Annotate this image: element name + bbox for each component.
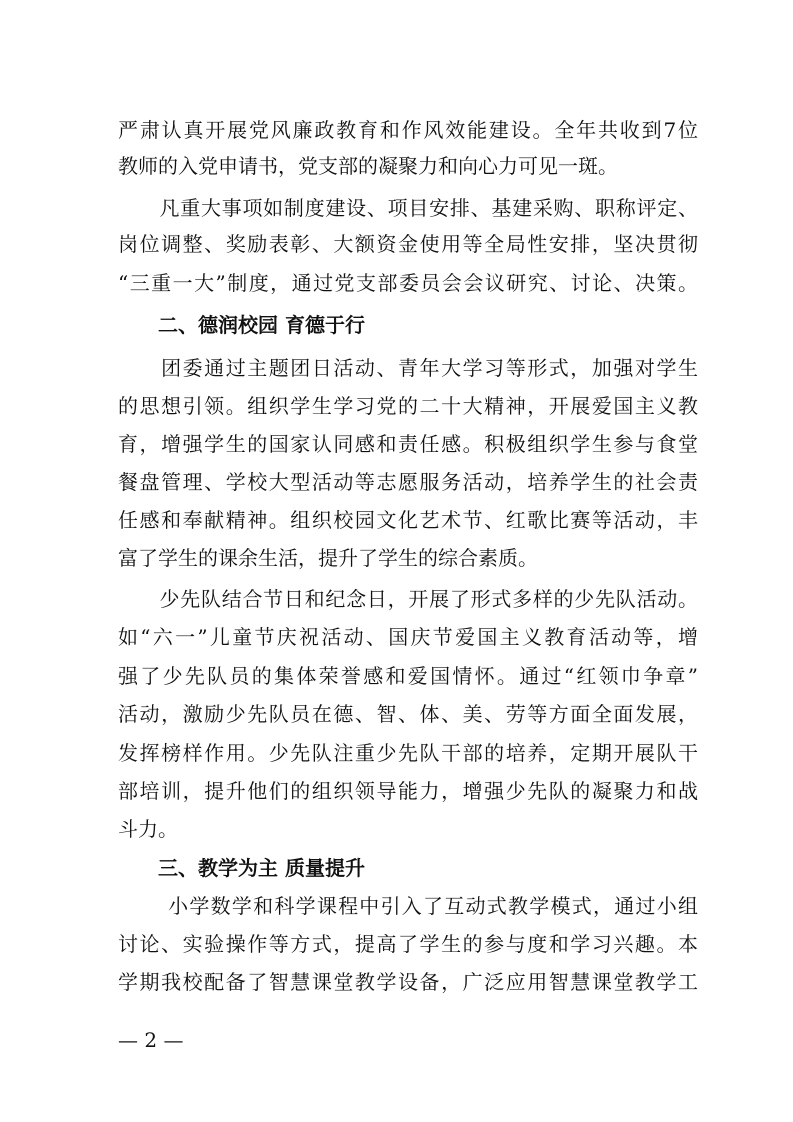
body-text-line: 凡重大事项如制度建设、项目安排、基建采购、职称评定、	[118, 196, 698, 220]
section-heading: 三、教学为主 质量提升	[118, 856, 365, 880]
body-text-line: 发挥榜样作用。少先队注重少先队干部的培养，定期开展队干	[118, 741, 698, 765]
body-text-line: 富了学生的课余生活，提升了学生的综合素质。	[118, 546, 538, 570]
body-text-line: 育，增强学生的国家认同感和责任感。积极组织学生参与食堂	[118, 432, 698, 456]
body-text-line: 教师的入党申请书，党支部的凝聚力和向心力可见一斑。	[118, 154, 618, 178]
body-text-line: “三重一大”制度，通过党支部委员会会议研究、讨论、决策。	[118, 271, 698, 295]
body-text-line: 斗力。	[118, 817, 178, 841]
body-text-line: 严肃认真开展党风廉政教育和作风效能建设。全年共收到7位	[118, 118, 698, 142]
body-text-line: 活动，激励少先队员在德、智、体、美、劳等方面全面发展，	[118, 702, 698, 726]
page-number: — 2 —	[118, 1028, 184, 1052]
body-text-line: 任感和奉献精神。组织校园文化艺术节、红歌比赛等活动，丰	[118, 508, 698, 532]
body-text-line: 讨论、实验操作等方式，提高了学生的参与度和学习兴趣。本	[118, 932, 698, 956]
body-text-line: 餐盘管理、学校大型活动等志愿服务活动，培养学生的社会责	[118, 470, 698, 494]
body-text-line: 如“六一”儿童节庆祝活动、国庆节爱国主义教育活动等，增	[118, 625, 698, 649]
body-text-line: 强了少先队员的集体荣誉感和爱国情怀。通过“红领巾争章”	[118, 664, 698, 688]
body-text-line: 少先队结合节日和纪念日，开展了形式多样的少先队活动。	[118, 587, 698, 611]
body-text-line: 团委通过主题团日活动、青年大学习等形式，加强对学生	[118, 356, 698, 380]
body-text-line: 部培训，提升他们的组织领导能力，增强少先队的凝聚力和战	[118, 779, 698, 803]
section-heading: 二、德润校园 育德于行	[118, 313, 365, 337]
body-text-line: 学期我校配备了智慧课堂教学设备，广泛应用智慧课堂教学工	[118, 970, 698, 994]
body-text-line: 的思想引领。组织学生学习党的二十大精神，开展爱国主义教	[118, 394, 698, 418]
body-text-line: 岗位调整、奖励表彰、大额资金使用等全局性安排，坚决贯彻	[118, 232, 698, 256]
body-text-line: 小学数学和科学课程中引入了互动式教学模式，通过小组	[118, 894, 698, 918]
